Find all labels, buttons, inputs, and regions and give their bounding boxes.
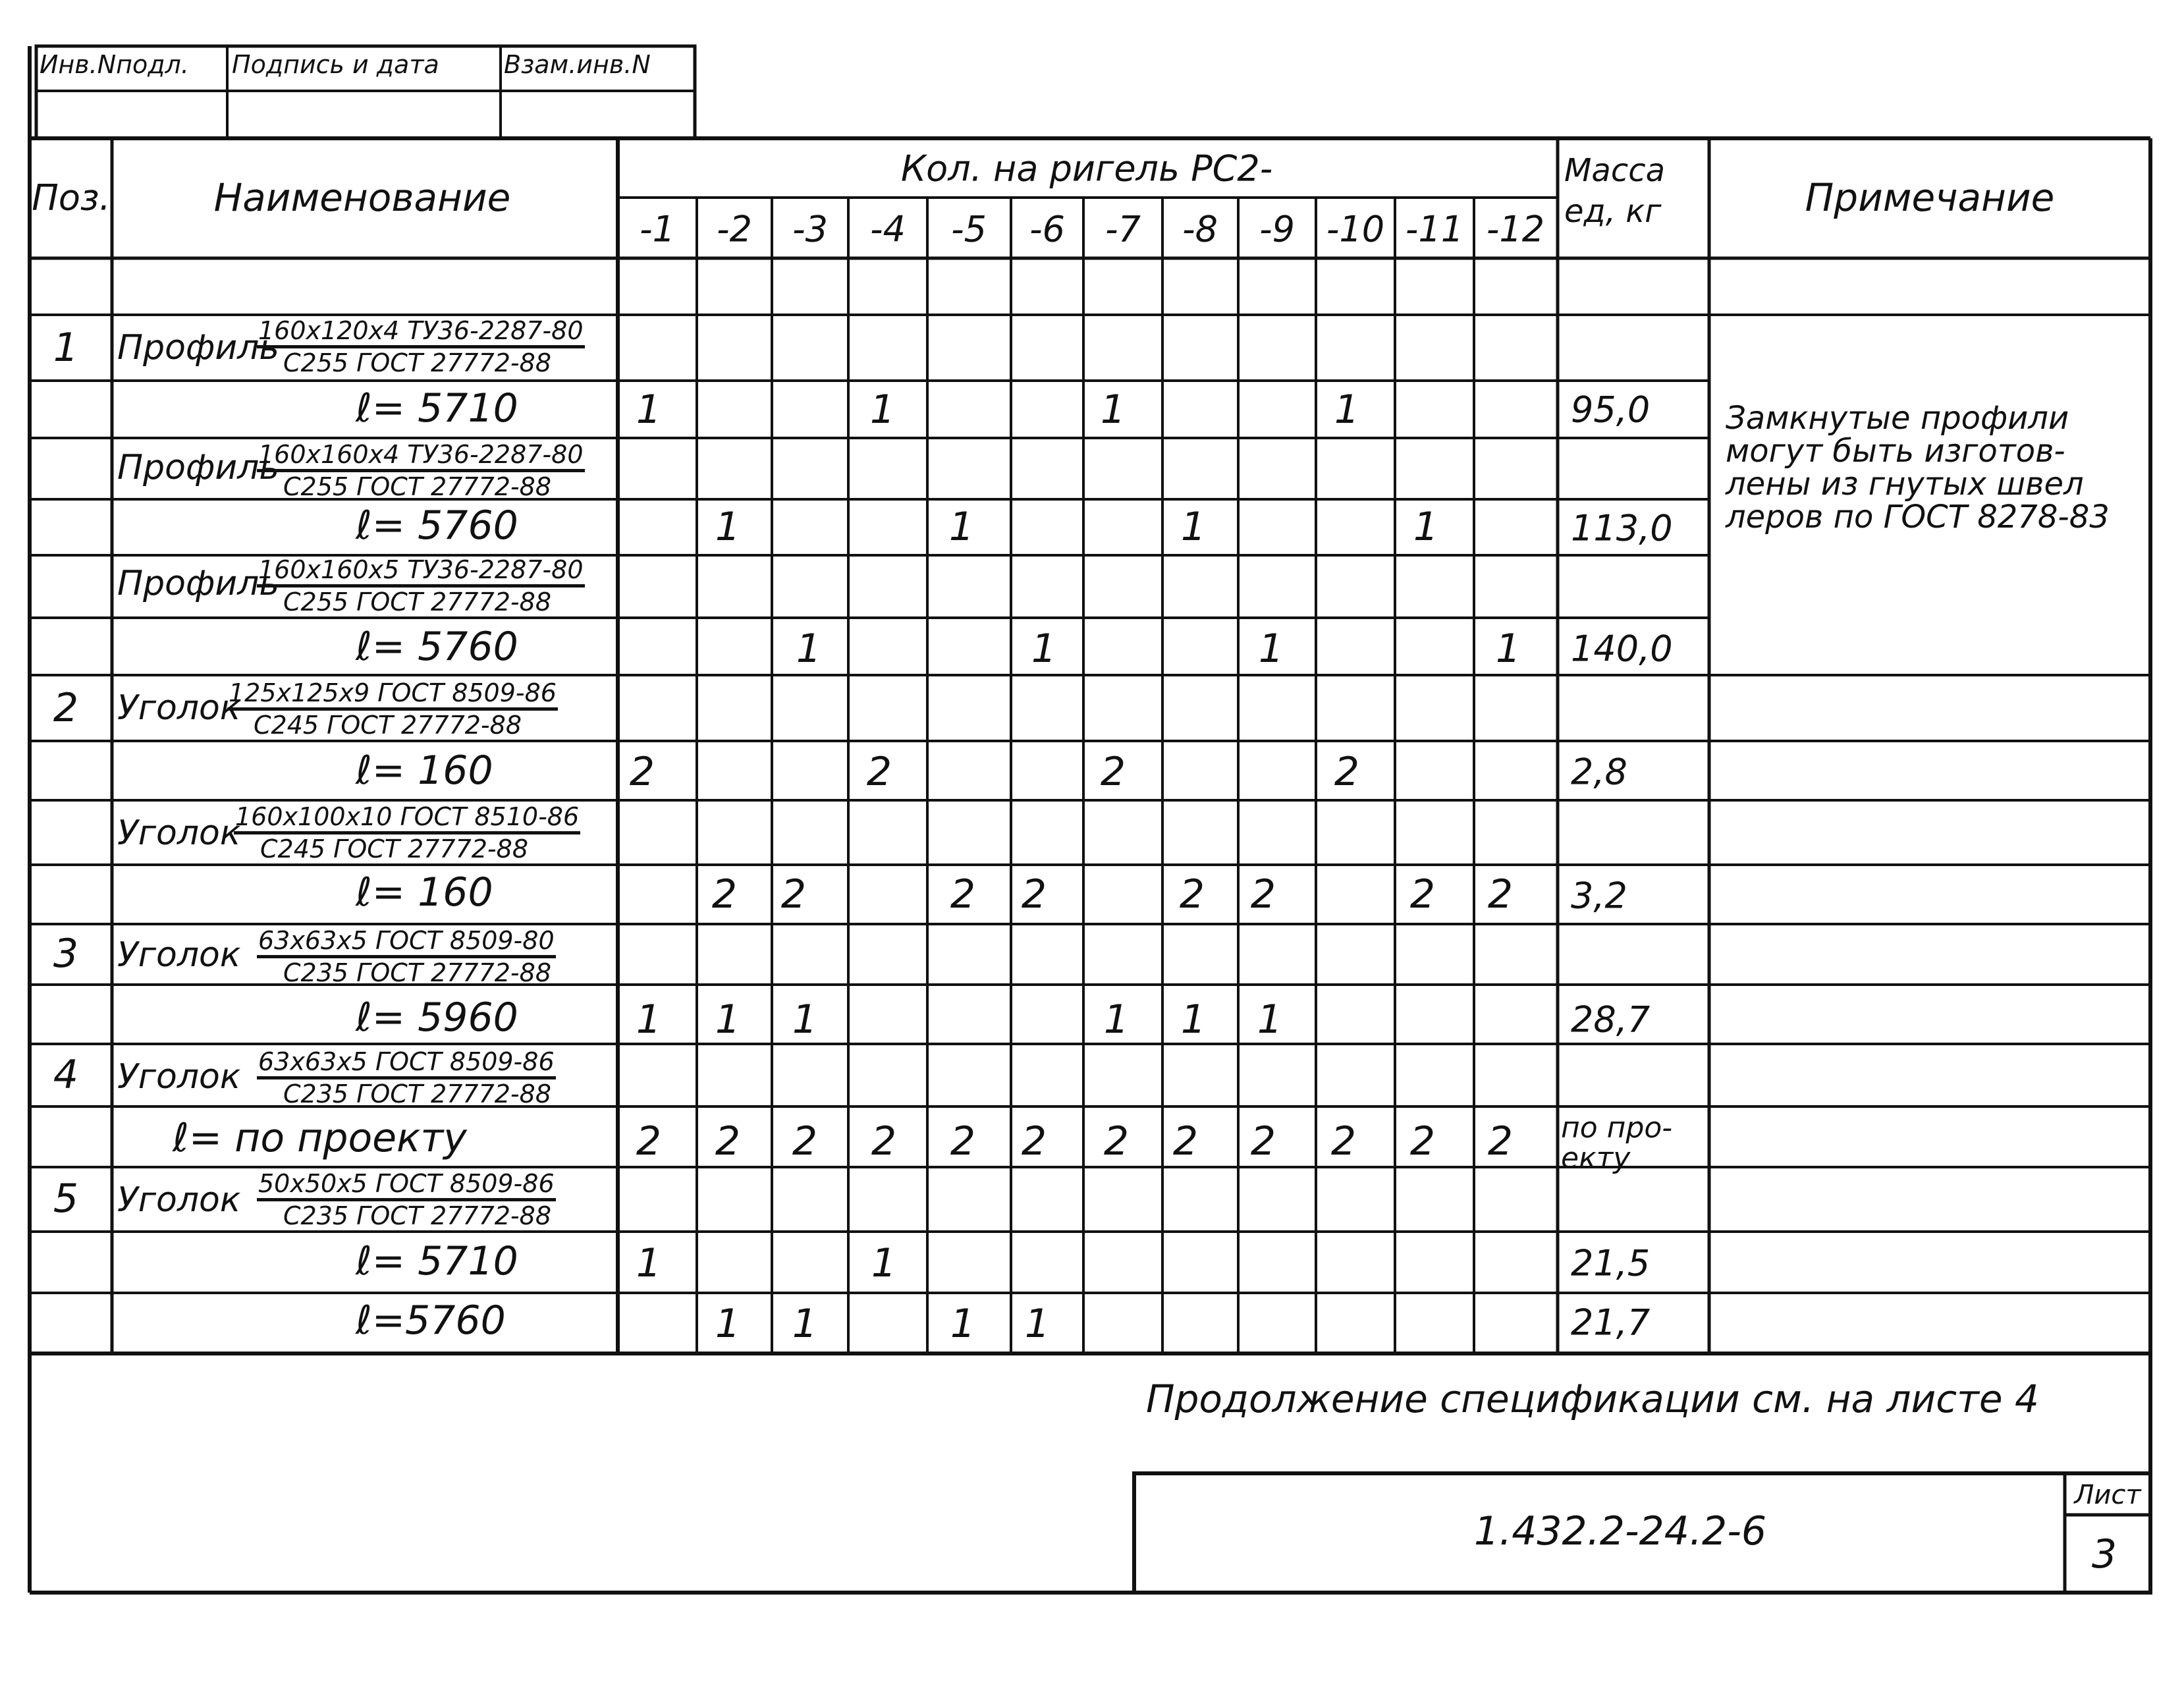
header-col-2: -2 [717, 208, 752, 250]
qty-cell: 2 [1409, 871, 1436, 917]
item-spec [257, 316, 585, 377]
spec-bottom: С255 ГОСТ 27772-88 [283, 348, 551, 377]
qty-cell: 2 [636, 1118, 662, 1164]
qty-cell: 2 [1100, 749, 1126, 795]
item-name: Уголок [117, 935, 241, 975]
qty-cell: 1 [636, 387, 662, 433]
mass-value: 21,7 [1571, 1301, 1651, 1344]
qty-cell: 1 [1334, 387, 1360, 433]
item-spec [257, 1047, 556, 1108]
mass-value: 140,0 [1571, 628, 1673, 670]
qty-cell: 2 [1021, 871, 1047, 917]
header-col-7: -7 [1105, 208, 1141, 250]
qty-cell: 1 [796, 626, 822, 672]
spec-top: 160x120x4 ТУ36-2287-80 [257, 316, 585, 348]
qty-cell: 1 [869, 387, 896, 433]
length-label: ℓ= 5760 [356, 503, 518, 549]
spec-bottom: С255 ГОСТ 27772-88 [283, 472, 551, 501]
qty-cell: 2 [629, 749, 655, 795]
document-designation: 1.432.2-24.2-6 [1473, 1508, 1767, 1554]
spec-bottom: С235 ГОСТ 27772-88 [283, 1079, 551, 1108]
header-col-1: -1 [640, 208, 675, 250]
header-pos: Поз. [32, 177, 111, 219]
qty-cell: 1 [1495, 626, 1521, 672]
mass-value: 21,5 [1571, 1242, 1651, 1284]
stamp-signature-date: Подпись и дата [232, 50, 439, 79]
length-label: ℓ= 5710 [356, 385, 518, 431]
qty-cell: 2 [1409, 1118, 1436, 1164]
qty-cell: 2 [1172, 1118, 1199, 1164]
item-spec [257, 926, 556, 987]
item-name: Уголок [117, 813, 241, 853]
continuation-note: Продолжение спецификации см. на листе 4 [1146, 1377, 2039, 1421]
spec-top: 160x160x5 ТУ36-2287-80 [257, 555, 585, 587]
header-col-6: -6 [1029, 208, 1065, 250]
header-col-8: -8 [1182, 208, 1218, 250]
header-col-11: -11 [1405, 208, 1464, 250]
stamp-inv-number: Инв.Nподл. [40, 50, 189, 79]
qty-cell: 1 [871, 1240, 897, 1286]
qty-cell: 2 [792, 1118, 818, 1164]
item-spec [227, 678, 558, 740]
qty-cell: 1 [715, 504, 741, 550]
header-col-3: -3 [792, 208, 828, 250]
qty-cell: 1 [1103, 997, 1130, 1043]
item-name: Уголок [117, 1057, 241, 1097]
qty-cell: 1 [950, 1301, 976, 1347]
item-name: Профиль [117, 564, 280, 603]
header-name: Наименование [213, 175, 511, 220]
qty-cell: 2 [1179, 871, 1205, 917]
note-text: Замкнутые профили могут быть изготов- лены из гнутых швел леров по ГОСТ 8278-83 [1726, 400, 2110, 535]
spec-bottom: С235 ГОСТ 27772-88 [283, 1201, 551, 1230]
qty-cell: 2 [1103, 1118, 1130, 1164]
qty-cell: 2 [1487, 871, 1514, 917]
spec-top: 160x100x10 ГОСТ 8510-86 [234, 802, 580, 834]
qty-cell: 1 [1180, 997, 1207, 1043]
mass-value: 3,2 [1571, 875, 1627, 917]
qty-cell: 1 [636, 997, 662, 1043]
mass-value: 2,8 [1571, 751, 1627, 793]
qty-cell: 2 [1487, 1118, 1514, 1164]
length-label: ℓ= по проекту [173, 1115, 467, 1161]
spec-bottom: С235 ГОСТ 27772-88 [283, 958, 551, 987]
pos-4: 4 [53, 1052, 79, 1098]
qty-cell: 2 [1250, 871, 1276, 917]
header-col-4: -4 [870, 208, 906, 250]
qty-cell: 2 [780, 871, 807, 917]
qty-cell: 2 [950, 1118, 976, 1164]
item-spec [257, 440, 585, 501]
stamp-replacement-inv: Взам.инв.N [504, 50, 651, 79]
mass-value: 95,0 [1571, 389, 1651, 431]
qty-cell: 1 [1024, 1301, 1051, 1347]
pos-3: 3 [53, 931, 79, 977]
length-label: ℓ= 5960 [356, 995, 518, 1041]
qty-cell: 1 [1258, 626, 1284, 672]
mass-value: 113,0 [1571, 507, 1673, 549]
length-label: ℓ= 5710 [356, 1238, 518, 1284]
spec-top: 63x63x5 ГОСТ 8509-80 [257, 926, 556, 958]
length-label: ℓ= 160 [356, 869, 493, 915]
qty-cell: 2 [866, 749, 892, 795]
qty-cell: 1 [1031, 626, 1057, 672]
mass-value: 28,7 [1571, 998, 1651, 1041]
spec-bottom: С255 ГОСТ 27772-88 [283, 587, 551, 616]
qty-cell: 1 [1180, 504, 1207, 550]
qty-cell: 2 [1250, 1118, 1276, 1164]
qty-cell: 2 [711, 871, 738, 917]
header-col-10: -10 [1326, 208, 1385, 250]
pos-5: 5 [53, 1176, 79, 1222]
item-name: Профиль [117, 448, 280, 487]
qty-cell: 1 [1100, 387, 1126, 433]
qty-cell: 2 [1330, 1118, 1357, 1164]
spec-top: 125x125x9 ГОСТ 8509-86 [227, 678, 558, 711]
qty-cell: 2 [871, 1118, 897, 1164]
qty-cell: 1 [636, 1240, 662, 1286]
sheet-label: Лист [2074, 1480, 2141, 1510]
item-spec [257, 1169, 556, 1230]
header-qty-group: Кол. на ригель РС2- [900, 148, 1273, 190]
header-col-9: -9 [1259, 208, 1295, 250]
spec-top: 160x160x4 ТУ36-2287-80 [257, 440, 585, 472]
qty-cell: 1 [715, 997, 741, 1043]
length-label: ℓ= 5760 [356, 624, 518, 670]
spec-bottom: С245 ГОСТ 27772-88 [254, 711, 522, 740]
header-col-5: -5 [951, 208, 987, 250]
header-note: Примечание [1805, 175, 2055, 220]
pos-1: 1 [53, 325, 79, 371]
pos-2: 2 [53, 685, 79, 731]
item-spec [234, 802, 580, 863]
qty-cell: 1 [792, 997, 818, 1043]
qty-cell: 1 [792, 1301, 818, 1347]
item-name: Уголок [117, 1180, 241, 1220]
mass-value: по про-екту [1561, 1111, 1673, 1175]
qty-cell: 2 [715, 1118, 741, 1164]
length-label: ℓ= 160 [356, 748, 493, 794]
item-name: Профиль [117, 328, 280, 368]
qty-cell: 1 [948, 504, 975, 550]
header-mass: Масса ед, кг [1564, 152, 1666, 230]
qty-cell: 2 [950, 871, 976, 917]
qty-cell: 1 [715, 1301, 741, 1347]
length-label: ℓ=5760 [356, 1298, 506, 1344]
qty-cell: 1 [1413, 504, 1439, 550]
spec-top: 50x50x5 ГОСТ 8509-86 [257, 1169, 556, 1201]
item-spec [257, 555, 585, 616]
sheet-number: 3 [2091, 1531, 2117, 1577]
qty-cell: 2 [1021, 1118, 1047, 1164]
item-name: Уголок [117, 688, 241, 728]
spec-top: 63x63x5 ГОСТ 8509-86 [257, 1047, 556, 1079]
qty-cell: 2 [1334, 749, 1360, 795]
header-col-12: -12 [1486, 208, 1545, 250]
qty-cell: 1 [1257, 997, 1283, 1043]
spec-bottom: С245 ГОСТ 27772-88 [260, 834, 528, 863]
